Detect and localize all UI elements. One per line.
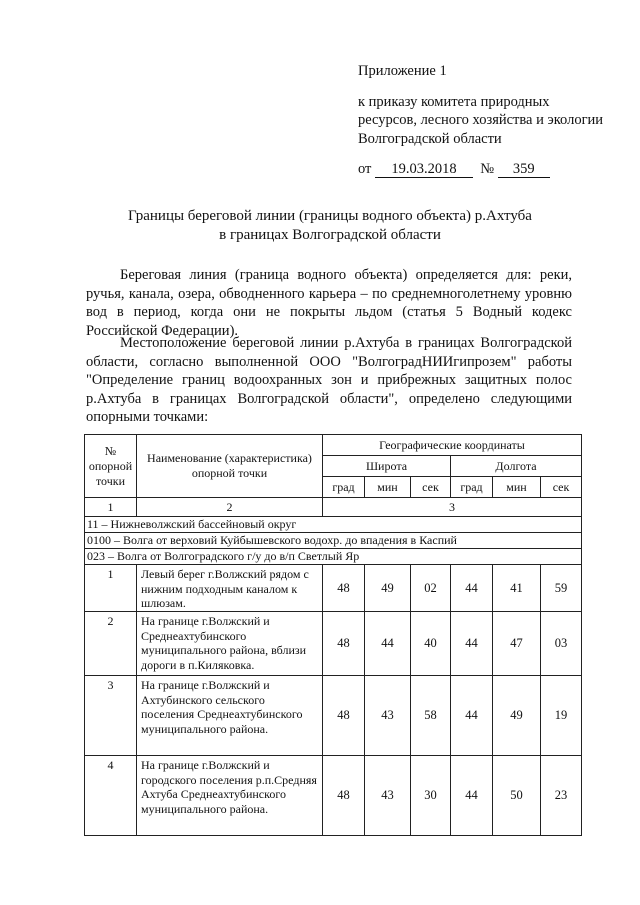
lat-sec: 02	[411, 565, 451, 612]
appendix-subtitle: к приказу комитета природных ресурсов, лесного хозяйства и экологии Волгоградской области	[358, 93, 604, 147]
order-number: 359	[498, 161, 550, 178]
header-lon-deg: град	[451, 477, 493, 498]
header-longitude: Долгота	[451, 456, 582, 477]
paragraph-2: Местоположение береговой линии р.Ахтуба в границах Волгоградской области, согласно выполненной ООО "ВолгоградНИИгипрозем" работы "Определение границ водоохранных зон и прибрежных защитных полос р.Ахтуба в границах Волгоградской области", определено следующими опорными точками:	[86, 335, 572, 425]
lon-deg: 44	[451, 565, 493, 612]
order-from-label: от	[358, 161, 372, 177]
header-number: № опорной точки	[85, 435, 137, 498]
order-date: 19.03.2018	[375, 161, 473, 178]
lat-deg: 48	[323, 612, 365, 676]
point-number: 2	[85, 612, 137, 676]
index-cell-3: 3	[323, 498, 582, 517]
index-cell-1: 1	[85, 498, 137, 517]
lat-deg: 48	[323, 756, 365, 836]
header-geo: Географические координаты	[323, 435, 582, 456]
title-line-2: в границах Волгоградской области	[219, 227, 441, 243]
lat-min: 43	[365, 756, 411, 836]
lon-min: 50	[493, 756, 541, 836]
lon-min: 49	[493, 676, 541, 756]
header-latitude: Широта	[323, 456, 451, 477]
lat-sec: 58	[411, 676, 451, 756]
lat-min: 44	[365, 612, 411, 676]
lon-sec: 03	[541, 612, 582, 676]
lon-min: 41	[493, 565, 541, 612]
header-lat-deg: град	[323, 477, 365, 498]
table-row	[85, 565, 582, 612]
point-name: На границе г.Волжский и Среднеахтубинского муниципального района, вблизи дороги в п.Киляковка.	[137, 612, 323, 676]
appendix-title: Приложение 1	[358, 63, 447, 79]
lat-sec: 30	[411, 756, 451, 836]
title-line-1: Границы береговой линии (границы водного объекта) р.Ахтуба	[128, 208, 532, 224]
point-name: На границе г.Волжский и городского поселения р.п.Средняя Ахтуба Среднеахтубинского муниципального района.	[137, 756, 323, 836]
index-cell-2: 2	[137, 498, 323, 517]
table-row	[85, 756, 582, 836]
table-row	[85, 612, 582, 676]
group-river-section: 0100 – Волга от верховий Куйбышевского водохр. до впадения в Каспий	[85, 533, 582, 549]
header-lon-min: мин	[493, 477, 541, 498]
point-number: 3	[85, 676, 137, 756]
group-subsection: 023 – Волга от Волгоградского г/у до в/п Светлый Яр	[85, 549, 582, 565]
group-basin: 11 – Нижневолжский бассейновый округ	[85, 517, 582, 533]
lat-min: 43	[365, 676, 411, 756]
header-lon-sec: сек	[541, 477, 582, 498]
lat-deg: 48	[323, 676, 365, 756]
document-title	[60, 207, 600, 245]
coordinates-table	[84, 434, 582, 836]
appendix-block	[358, 62, 608, 179]
point-name: Левый берег г.Волжский рядом с нижним подходным каналом к шлюзам.	[137, 565, 323, 612]
point-number: 1	[85, 565, 137, 612]
header-name: Наименование (характеристика) опорной точки	[137, 435, 323, 498]
lon-sec: 23	[541, 756, 582, 836]
order-line	[358, 160, 608, 179]
lat-deg: 48	[323, 565, 365, 612]
lon-deg: 44	[451, 756, 493, 836]
lon-sec: 59	[541, 565, 582, 612]
paragraph-1: Береговая линия (граница водного объекта) определяется для: реки, ручья, канала, озера, обводненного карьера – по среднемноголетнему уровню вод в период, когда они не покрыты льдом (статья 5 Водный кодекс Российской Федерации).	[86, 267, 572, 339]
point-name: На границе г.Волжский и Ахтубинского сельского поселения Среднеахтубинского муниципального района.	[137, 676, 323, 756]
point-number: 4	[85, 756, 137, 836]
header-lat-sec: сек	[411, 477, 451, 498]
table-row	[85, 676, 582, 756]
lon-min: 47	[493, 612, 541, 676]
order-number-label: №	[480, 161, 495, 177]
lon-deg: 44	[451, 612, 493, 676]
header-lat-min: мин	[365, 477, 411, 498]
lat-sec: 40	[411, 612, 451, 676]
lon-sec: 19	[541, 676, 582, 756]
lat-min: 49	[365, 565, 411, 612]
lon-deg: 44	[451, 676, 493, 756]
